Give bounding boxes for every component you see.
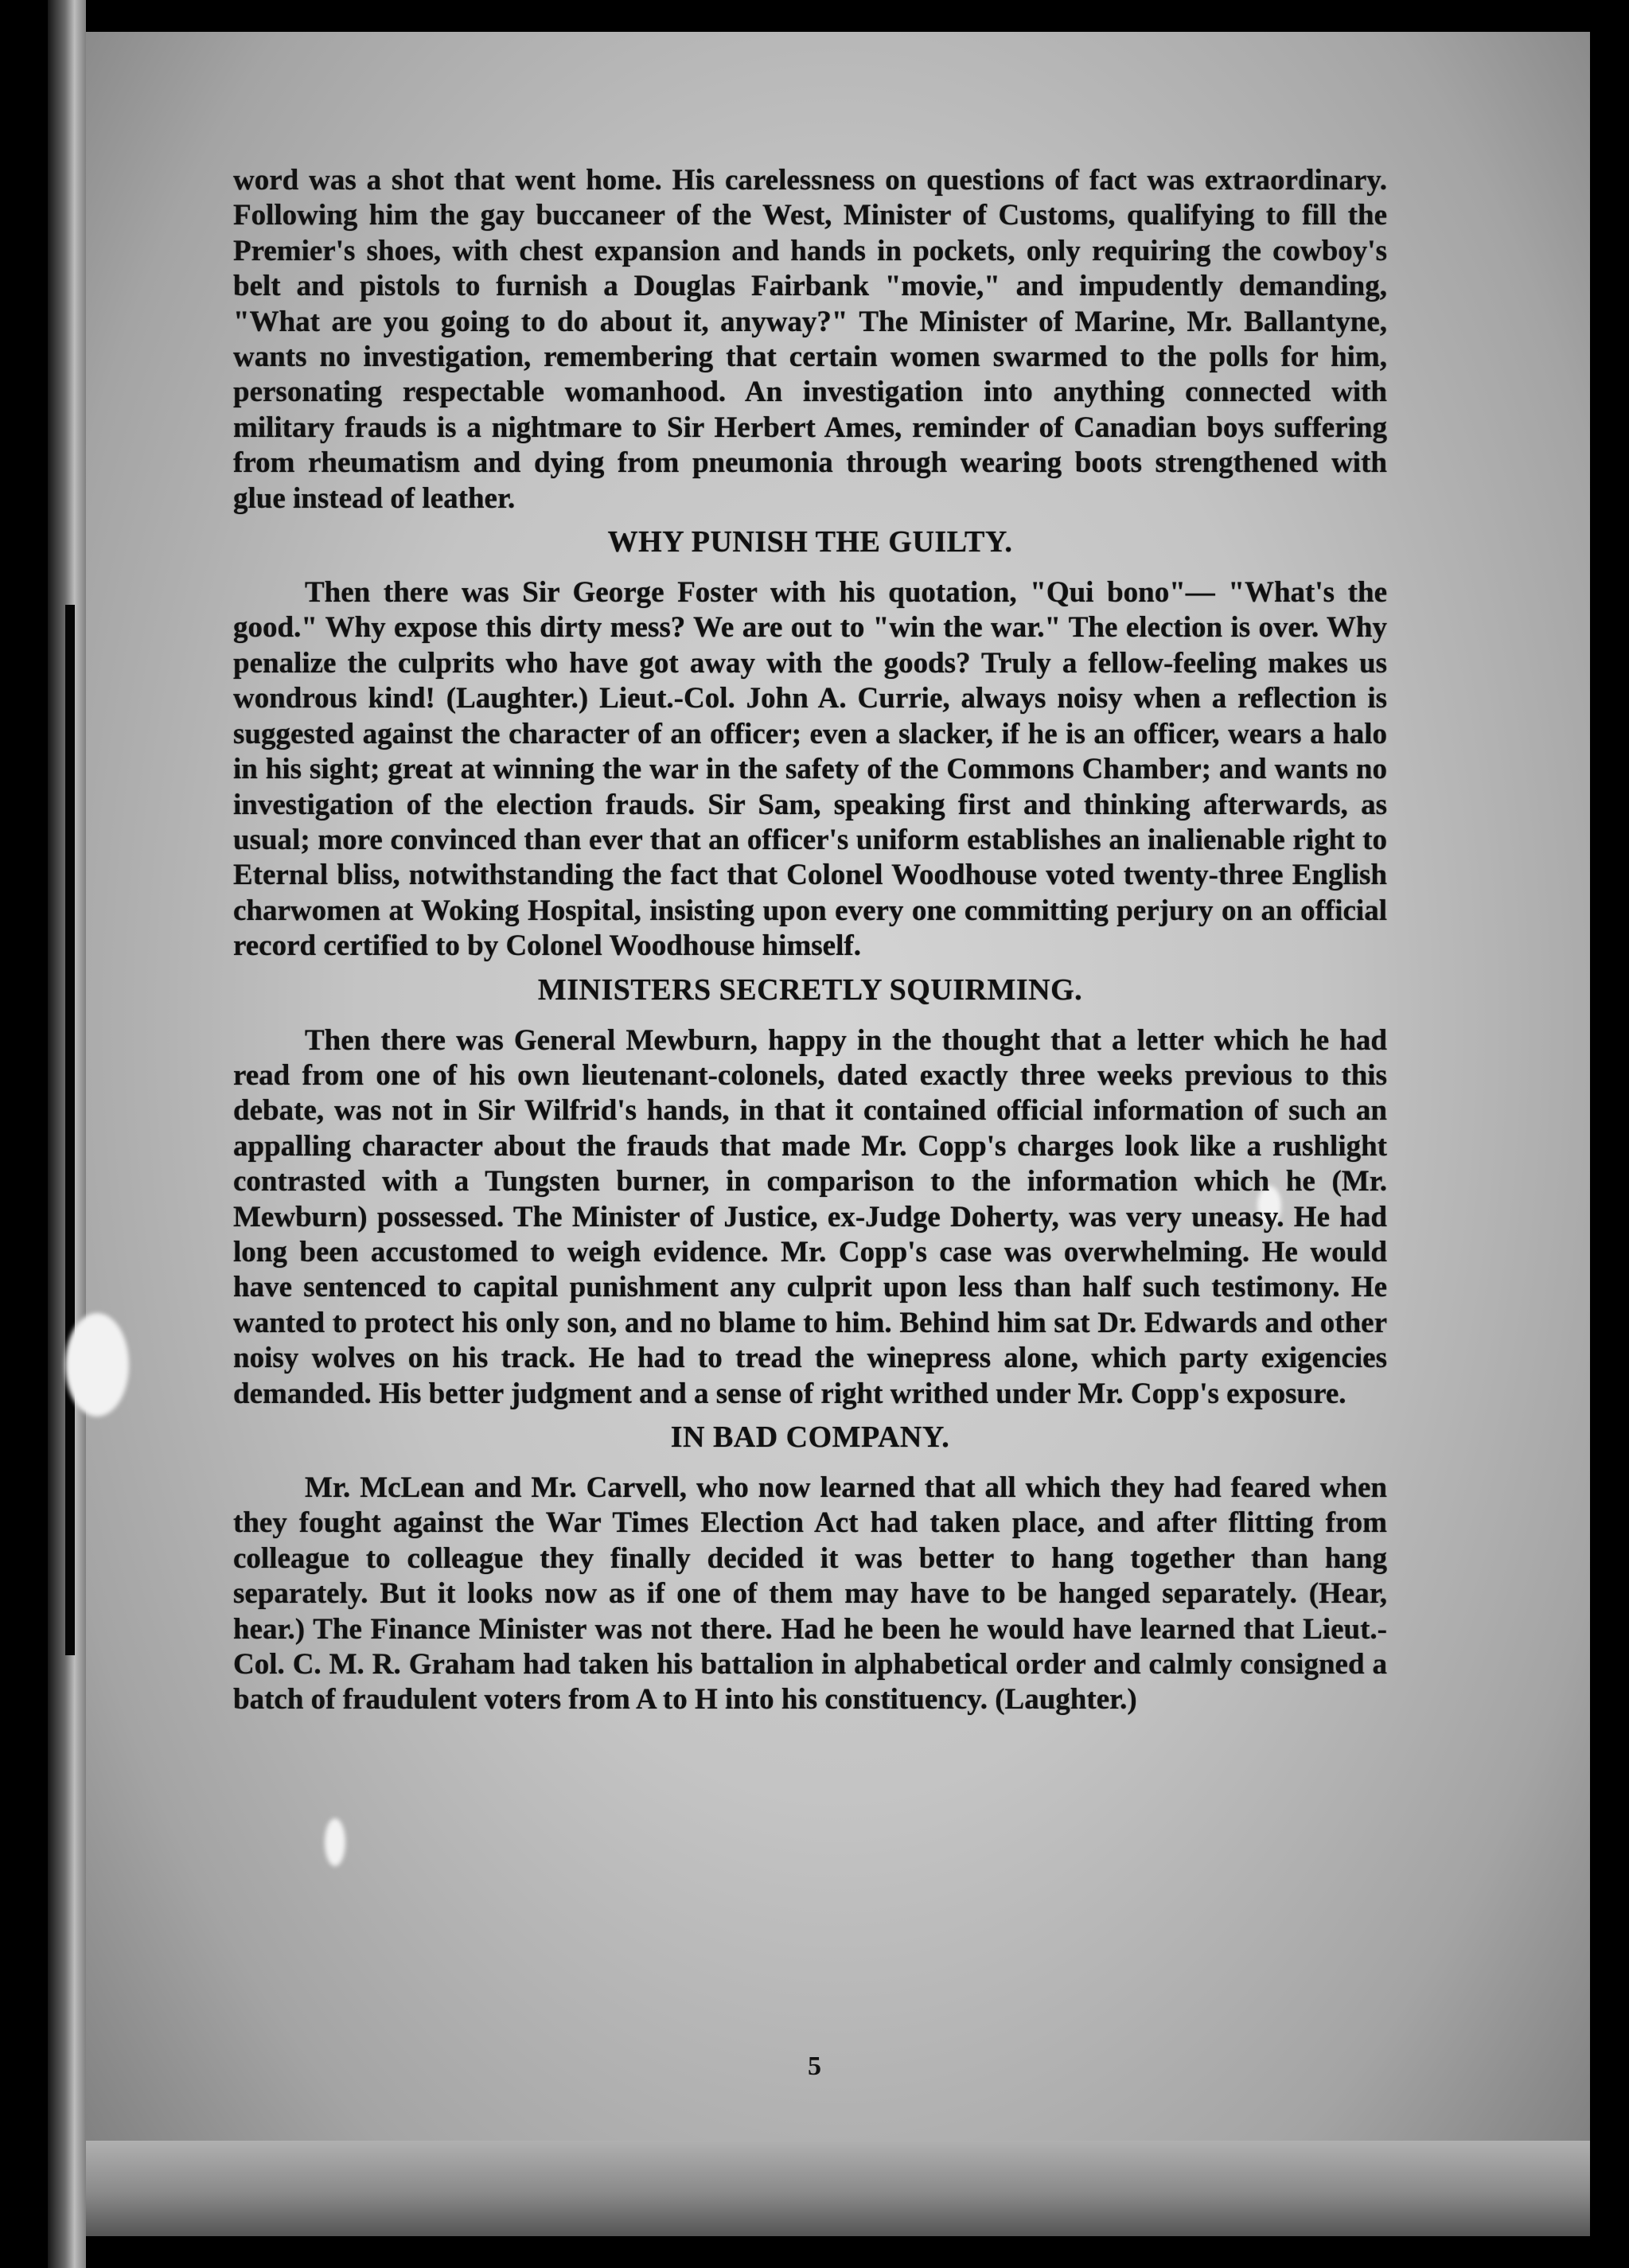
paper-damage-spot (325, 1818, 345, 1866)
section-heading-bad-company: IN BAD COMPANY. (670, 1420, 950, 1454)
page-number: 5 (808, 2052, 821, 2081)
intro-paragraph: word was a shot that went home. His carelessness on questions of fact was extraordinary. Following him the gay buccaneer of the West, Minister of Customs, qualifying to fill the Premier's shoes, with chest expansion and hands in pockets, only requiring the cowboy's belt and pistols to furnish a Douglas Fairbank "movie," and impudently demanding, "What are you going to do about it, anyway?" The Minister of Marine, Mr. Ballantyne, wants no investigation, remembering that certain women swarmed to the polls for him, personating respectable womanhood. An investigation into anything connected with military frauds is a nightmare to Sir Herbert Ames, reminder of Canadian boys suffering from rheumatism and dying from pneumonia through wearing boots strengthened with glue instead of leather. (233, 164, 1387, 515)
spine-shadow (65, 605, 75, 1655)
bottom-shadow (86, 2141, 1590, 2236)
section-paragraph-bad-company: Mr. McLean and Mr. Carvell, who now learned that all which they had feared when they fought against the War Times Election Act had taken place, and after flitting from colleague to colleague they finally decided it was better to hang together than hang separately. But it looks now as if one of them may have to be hanged separately. (Hear, hear.) The Finance Minister was not there. Had he been he would have learned that Lieut.-Col. C. M. R. Graham had taken his battalion in alphabetical order and calmly consigned a batch of fraudulent voters from A to H into his constituency. (Laughter.) (233, 1471, 1387, 1717)
section-paragraph-why-punish: Then there was Sir George Foster with his quotation, "Qui bono"— "What's the good." Why expose this dirty mess? We are out to "win the war." The election is over. Why penalize the culprits who have got away with the goods? Truly a fellow-feeling makes us wondrous kind! (Laughter.) Lieut.-Col. John A. Currie, always noisy when a reflection is suggested against the character of an officer; even a slacker, if he is an officer, wears a halo in his sight; great at winning the war in the safety of the Commons Chamber; and wants no investigation of the election frauds. Sir Sam, speaking first and thinking afterwards, as usual; more convinced than ever that an officer's uniform establishes an inalienable right to Eternal bliss, notwithstanding the fact that Colonel Woodhouse voted twenty-three English charwomen at Woking Hospital, insisting upon every one committing perjury on an official record certified to by Colonel Woodhouse himself. (233, 576, 1387, 963)
article-body (233, 163, 1387, 1718)
section-heading-why-punish: WHY PUNISH THE GUILTY. (607, 525, 1013, 559)
section-paragraph-ministers-squirming: Then there was General Mewburn, happy in the thought that a letter which he had read from one of his own lieutenant-colonels, dated exactly three weeks previous to this debate, was not in Sir Wilfrid's hands, in that it contained official information of such an appalling character about the frauds that made Mr. Copp's charges look like a rushlight contrasted with a Tungsten burner, in comparison to the information which he (Mr. Mewburn) possessed. The Minister of Justice, ex-Judge Doherty, was very uneasy. He had long been accustomed to weigh evidence. Mr. Copp's case was overwhelming. He would have sentenced to capital punishment any culprit upon less than half such testimony. He wanted to protect his only son, and no blame to him. Behind him sat Dr. Edwards and other noisy wolves on his track. He had to tread the winepress alone, which party exigencies demanded. His better judgment and a sense of right writhed under Mr. Copp's exposure. (233, 1023, 1387, 1410)
paper-damage-spot (65, 1313, 129, 1417)
section-heading-ministers-squirming: MINISTERS SECRETLY SQUIRMING. (537, 972, 1083, 1007)
